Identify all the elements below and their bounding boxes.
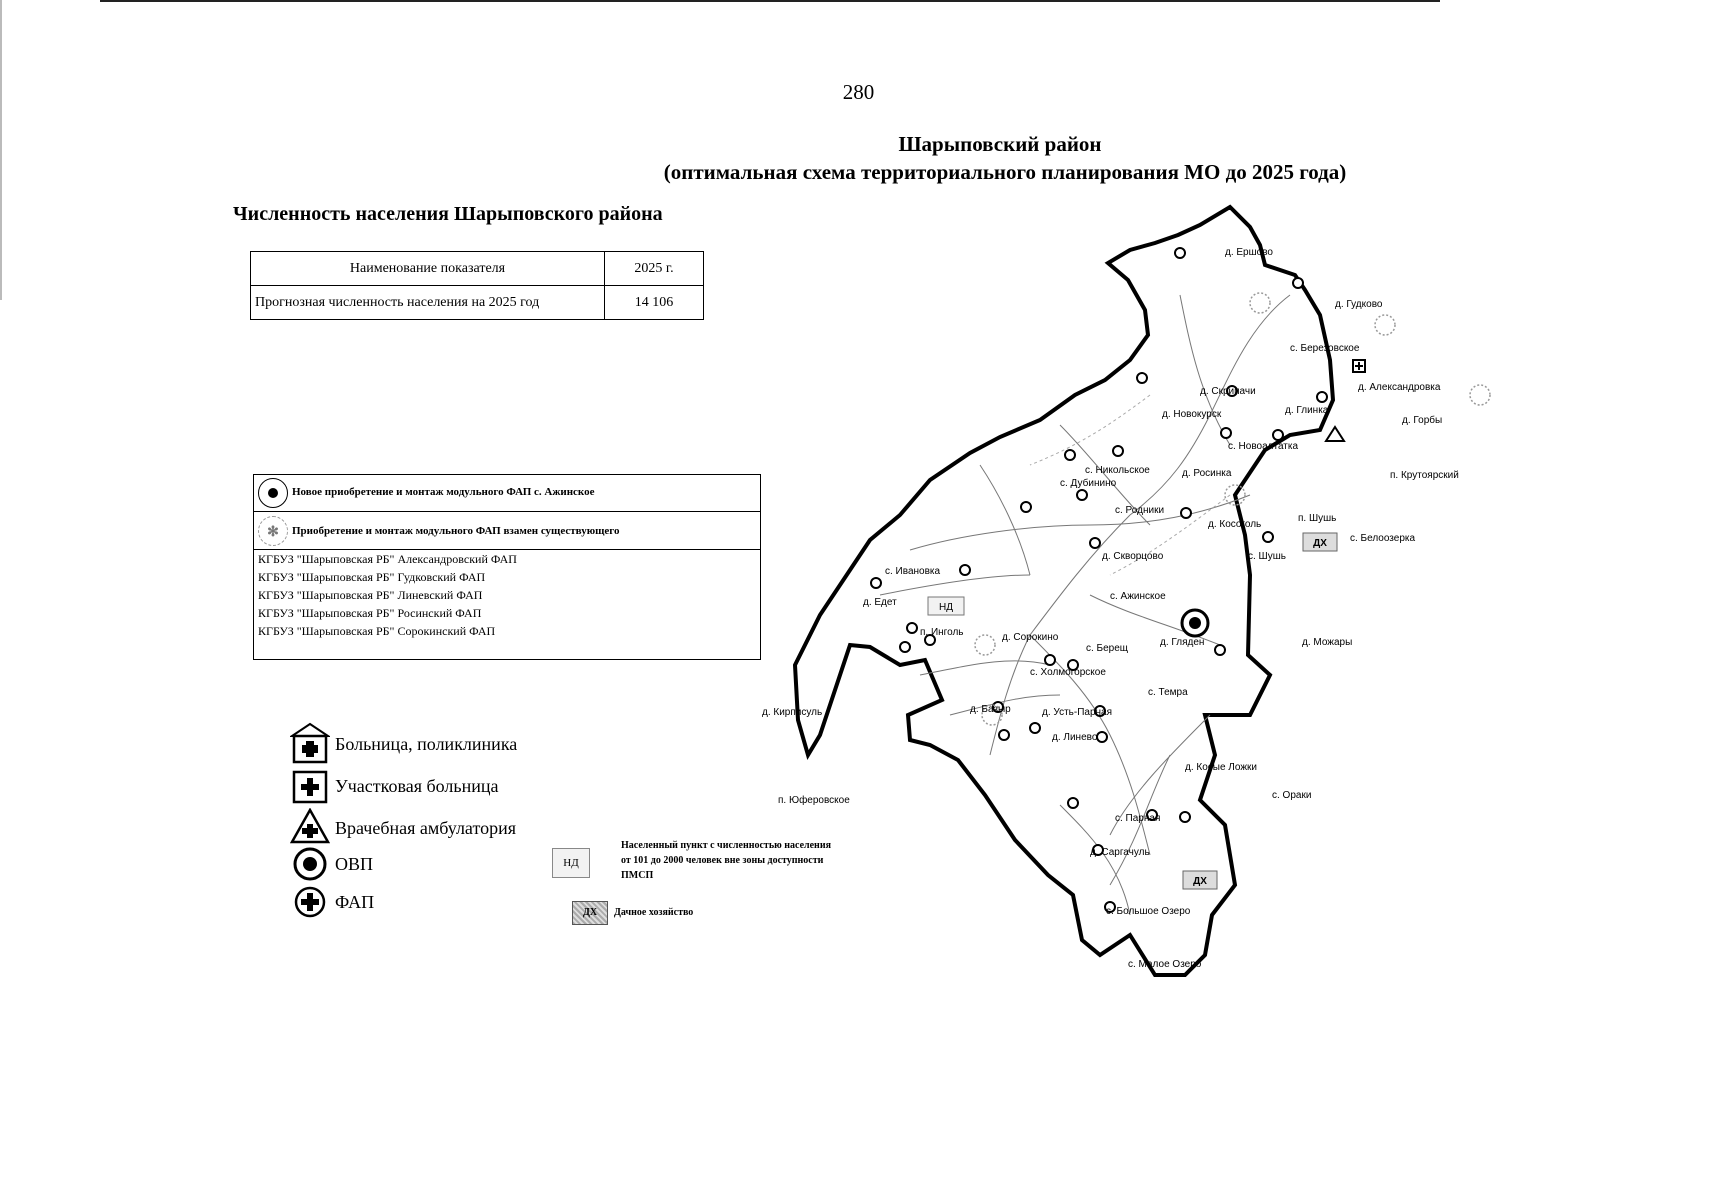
row-indicator: Прогнозная численность населения на 2025 год [251, 286, 605, 320]
town-label: д. Гляден [1160, 637, 1205, 648]
town-label: с. Шушь [1248, 551, 1286, 562]
town-label: с. Темра [1148, 687, 1188, 698]
town-label: с. Никольское [1085, 465, 1150, 476]
town-label: д. Новокурск [1162, 409, 1222, 420]
town-label: с. Большое Озеро [1106, 906, 1191, 917]
list-item: КГБУЗ "Шарыповская РБ" Сорокинский ФАП [258, 624, 496, 638]
district-hospital-berezovskoe-icon [1353, 360, 1365, 372]
town-label: д. Косоголь [1208, 519, 1262, 530]
legend-ovp [290, 846, 374, 887]
town-label: д. Сорокино [1002, 632, 1059, 643]
ambulatory-icon [290, 808, 330, 844]
legend-hospital [290, 722, 518, 771]
hospital-icon [290, 722, 330, 766]
town-label: д. Глинка [1285, 405, 1329, 416]
fap-list [258, 550, 517, 640]
dx-map-mark-2-label: ДХ [1193, 876, 1207, 887]
header-year: 2025 г. [605, 252, 704, 286]
list-item: КГБУЗ "Шарыповская РБ" Гудковский ФАП [258, 570, 486, 584]
population-heading: Численность населения Шарыповского района [233, 203, 663, 225]
ovp-icon [290, 846, 330, 882]
town-label: п. Инголь [920, 627, 964, 638]
nd-map-mark-label: НД [939, 602, 953, 613]
town-label: д. Саргачуль [1090, 847, 1150, 858]
town-label: с. Ивановка [885, 566, 941, 577]
legend-ovp-label: ОВП [335, 854, 374, 874]
legend-ambulatory [290, 808, 516, 849]
row-value: 14 106 [605, 286, 704, 320]
legend-district-hospital [290, 770, 499, 809]
fap-replace-icon [258, 516, 288, 546]
town-label: д. Горбы [1402, 415, 1443, 426]
town-label: с. Родники [1115, 505, 1165, 516]
dx-legend-text: Дачное хозяйство [614, 907, 694, 918]
table-row [251, 286, 704, 320]
town-label: д. Скворцово [1102, 551, 1164, 562]
town-label: д. Линево [1052, 732, 1098, 743]
page-number: 280 [842, 80, 875, 104]
town-label: с. Ажинское [1110, 591, 1166, 602]
dx-map-mark-1-label: ДХ [1313, 538, 1327, 549]
town-label: с. Дубинино [1060, 478, 1117, 489]
plan-row-new [254, 475, 760, 512]
header-indicator: Наименование показателя [251, 252, 605, 286]
town-label: с. Холмогорское [1030, 667, 1106, 678]
table-header-row [251, 252, 704, 286]
town-label: д. Косые Ложки [1185, 762, 1257, 773]
svg-text:✻: ✻ [267, 525, 279, 540]
left-scan-edge [0, 0, 2, 300]
population-table [250, 251, 704, 320]
town-label: п. Крутоярский [1390, 470, 1459, 481]
plan-row-replace [254, 513, 760, 550]
town-label: с. Берещ [1086, 643, 1129, 654]
town-label: д. Александровка [1358, 382, 1441, 393]
town-label: д. Едет [863, 597, 897, 608]
legend-district-hospital-label: Участковая больница [335, 776, 499, 796]
legend-fap [290, 884, 375, 925]
town-label: с. Малое Озеро [1128, 959, 1202, 970]
town-label: с. Парная [1115, 813, 1161, 824]
legend-fap-label: ФАП [335, 892, 375, 912]
town-label: п. Юферовское [778, 795, 850, 806]
page-title: Шарыповский район [898, 132, 1102, 156]
top-border-line [100, 0, 1440, 2]
ambulatory-novoaltatka-icon [1326, 427, 1344, 441]
dx-legend-mark: ДХ [572, 901, 608, 925]
plan-row-new-text: Новое приобретение и монтаж модульного ФАП с. Ажинское [292, 486, 595, 498]
list-item: КГБУЗ "Шарыповская РБ" Линевский ФАП [258, 588, 483, 602]
town-label: д. Кирписуль [762, 707, 823, 718]
list-item: КГБУЗ "Шарыповская РБ" Александровский ФАП [258, 552, 517, 566]
town-label: с. Березовское [1290, 343, 1360, 354]
town-label: с. Ораки [1272, 790, 1312, 801]
town-label: д. Ершово [1225, 247, 1273, 258]
legend-ambulatory-label: Врачебная амбулатория [335, 818, 516, 838]
plan-row-replace-text: Приобретение и монтаж модульного ФАП взамен существующего [292, 525, 620, 537]
town-label: п. Шушь [1298, 513, 1337, 524]
town-label: с. Белоозерка [1350, 533, 1416, 544]
town-label: д. Можары [1302, 637, 1353, 648]
nd-legend-mark: НД [552, 848, 590, 878]
list-item: КГБУЗ "Шарыповская РБ" Росинский ФАП [258, 606, 482, 620]
ovp-new-icon [258, 478, 288, 508]
district-hospital-icon [290, 770, 330, 804]
page-subtitle: (оптимальная схема территориального планирования МО до 2025 года) [663, 160, 1347, 184]
district-map [730, 195, 1530, 1075]
town-label: д. Гудково [1335, 299, 1383, 310]
nd-legend-text: Населенный пункт с численностью населения от 101 до 2000 человек вне зоны доступности ПМСП [621, 840, 831, 881]
town-label: д. Росинка [1182, 468, 1232, 479]
ovp-azhinskoe-icon [1182, 610, 1208, 636]
fap-icon [290, 884, 330, 920]
town-label: с. Новоалтатка [1228, 441, 1299, 452]
town-label: д. Скрипачи [1200, 386, 1256, 397]
town-label: д. Усть-Парная [1042, 707, 1113, 718]
town-label: д. Базыр [970, 704, 1011, 715]
legend-hospital-label: Больница, поликлиника [335, 734, 518, 754]
